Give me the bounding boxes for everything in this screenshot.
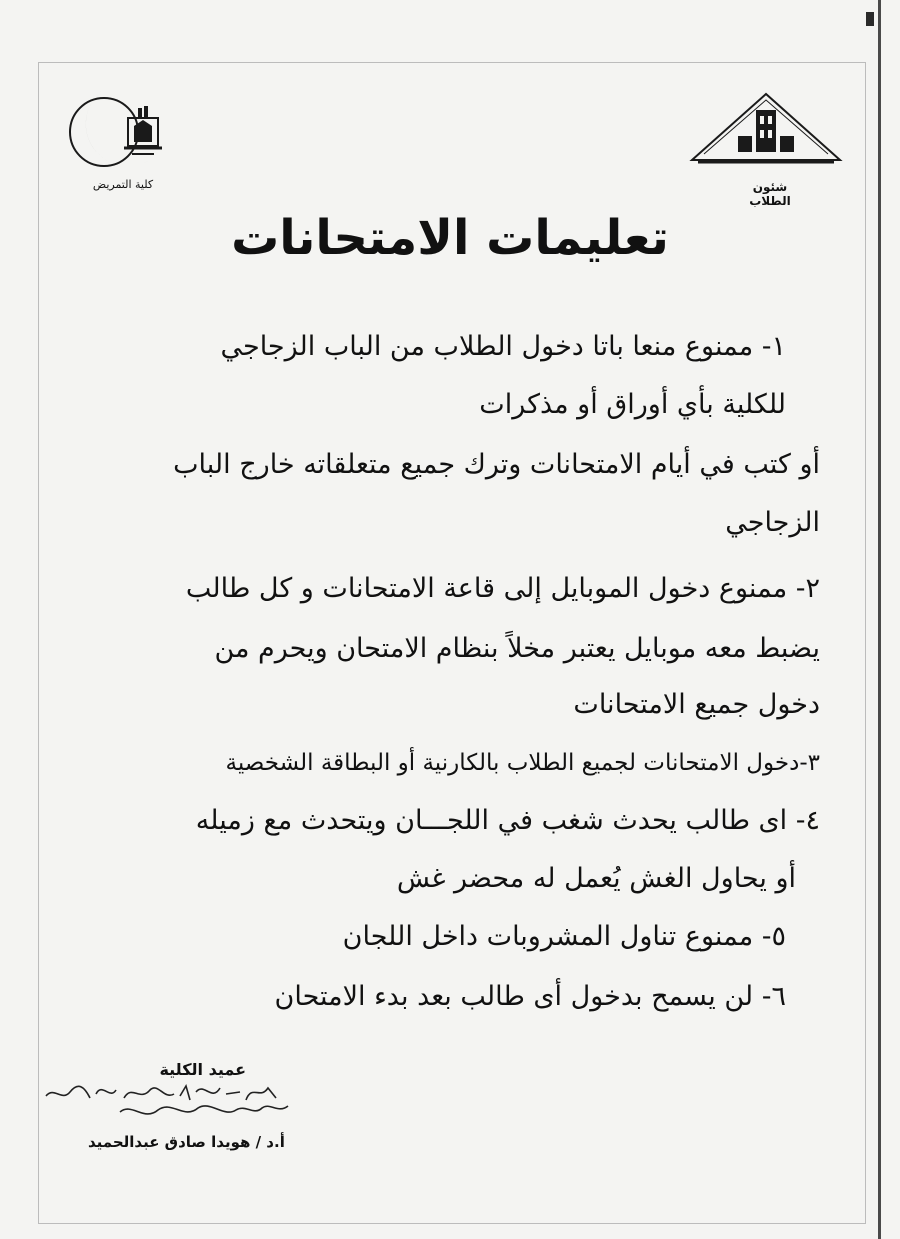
rule-3: ٣-دخول الامتحانات لجميع الطلاب بالكارنية أو البطاقة الشخصية — [225, 750, 820, 776]
handwritten-signature — [40, 1072, 300, 1128]
scan-mark — [866, 12, 874, 26]
dean-title: عميد الكلية — [159, 1060, 246, 1079]
rule-1-line-4: الزجاجي — [725, 507, 820, 538]
scan-edge — [878, 0, 881, 1239]
rule-1-line-3: أو كتب في أيام الامتحانات وترك جميع متعلقاته خارج الباب — [173, 449, 820, 480]
page-title: تعليمات الامتحانات — [231, 210, 669, 266]
student-affairs-caption: شئون الطلاب — [749, 180, 791, 208]
nursing-faculty-logo — [58, 82, 170, 178]
benha-university-logo — [688, 88, 844, 168]
rule-6: ٦- لن يسمح بدخول أى طالب بعد بدء الامتحان — [274, 981, 786, 1012]
rule-1-line-1: ١- ممنوع منعا باتا دخول الطلاب من الباب الزجاجي — [220, 331, 786, 362]
rule-4-line-2: أو يحاول الغش يُعمل له محضر غش — [396, 863, 796, 894]
dean-name: أ.د / هويدا صادق عبدالحميد — [88, 1133, 285, 1151]
rule-5: ٥- ممنوع تناول المشروبات داخل اللجان — [342, 921, 786, 952]
rule-2-line-3: دخول جميع الامتحانات — [573, 689, 820, 720]
rule-2-line-2: يضبط معه موبايل يعتبر مخلاً بنظام الامتحان ويحرم من — [214, 633, 820, 664]
rule-2-line-1: ٢- ممنوع دخول الموبايل إلى قاعة الامتحانات و كل طالب — [185, 573, 820, 604]
rule-4-line-1: ٤- اى طالب يحدث شغب في اللجـــان ويتحدث مع زميله — [195, 805, 820, 836]
nursing-faculty-caption: كلية التمريض — [92, 178, 154, 191]
rule-1-line-2: للكلية بأي أوراق أو مذكرات — [479, 389, 786, 420]
